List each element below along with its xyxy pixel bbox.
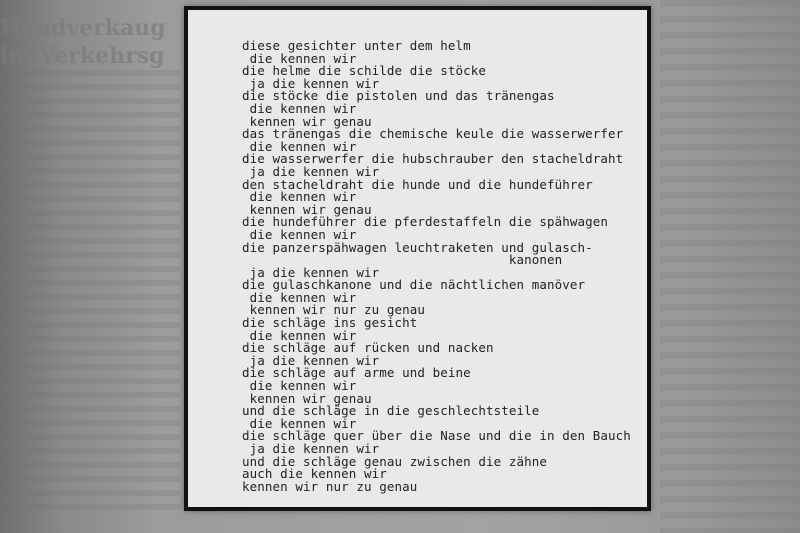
poem-line: die gulaschkanone und die nächtlichen manöver xyxy=(242,277,586,293)
poem-line: die stöcke die pistolen und das tränengas xyxy=(242,88,555,104)
poem-line: und die schläge in die geschlechtsteile xyxy=(242,403,540,419)
poem-line: die hundeführer die pferdestaffeln die spähwagen xyxy=(242,214,609,230)
poem-line: die wasserwerfer die hubschrauber den stacheldraht xyxy=(242,151,624,167)
poem-line: und die schläge genau zwischen die zähne xyxy=(242,453,548,469)
poem-line: die kennen wir xyxy=(242,189,357,205)
poem-line: kennen wir genau xyxy=(242,390,372,406)
poem-line: den stacheldraht die hunde und die hundeführer xyxy=(242,176,593,192)
poem-line: die kennen wir xyxy=(242,138,357,154)
poem-line: diese gesichter unter dem helm xyxy=(242,38,471,53)
poem-line: die kennen wir xyxy=(242,378,357,394)
poem-line: ja die kennen wir xyxy=(242,264,380,280)
poem-line: ja die kennen wir xyxy=(242,163,380,179)
poem-text xyxy=(242,40,647,493)
poem-line: die kennen wir xyxy=(242,415,357,431)
poem-line: die schläge quer über die Nase und die in den Bauch xyxy=(242,428,631,444)
poem-line: ja die kennen wir xyxy=(242,352,380,368)
typewritten-sheet xyxy=(184,6,651,511)
poem-line: die helme die schilde die stöcke xyxy=(242,63,487,79)
poem-line: die kennen wir xyxy=(242,327,357,343)
poem-line: die kennen wir xyxy=(242,50,357,66)
poem-line: das tränengas die chemische keule die wasserwerfer xyxy=(242,126,624,142)
poem-line: ja die kennen wir xyxy=(242,441,380,456)
poem-line: ja die kennen wir xyxy=(242,75,380,91)
poem-line: die schläge auf arme und beine xyxy=(242,365,471,381)
poem-line: die schläge ins gesicht xyxy=(242,315,418,331)
poem-line: kennen wir genau xyxy=(242,113,372,129)
background-heading-line: im Verkehrsg xyxy=(0,43,165,69)
poem-line: die kennen wir xyxy=(242,100,357,116)
poem-line: kennen wir nur zu genau xyxy=(242,302,426,318)
background-page-heading xyxy=(0,14,190,70)
poem-line: die panzerspähwagen leuchtraketen und gulasch- xyxy=(242,239,593,255)
poem-line: kennen wir nur zu genau xyxy=(242,478,418,494)
poem-line: die kennen wir xyxy=(242,289,357,305)
background-text-column-left xyxy=(0,70,180,510)
poem-line: die kennen wir xyxy=(242,226,357,242)
poem-line: die schläge auf rücken und nacken xyxy=(242,340,494,356)
background-heading-line: Handverkaug xyxy=(0,15,166,41)
poem-line: kanonen xyxy=(242,252,563,268)
poem-line: kennen wir genau xyxy=(242,201,372,217)
poem-line: auch die kennen wir xyxy=(242,466,387,482)
background-text-column-right xyxy=(660,0,800,533)
